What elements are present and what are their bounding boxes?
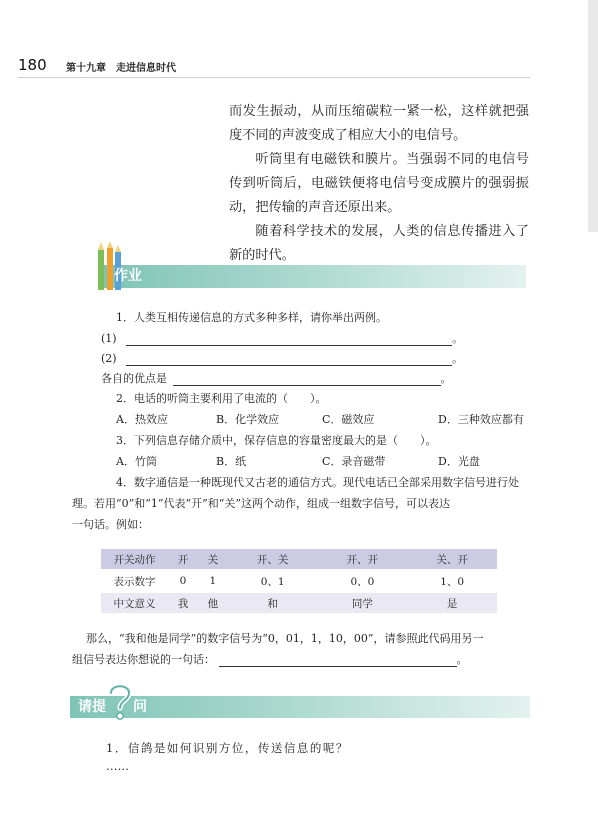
q3-option-d: D．光盘 bbox=[438, 455, 480, 468]
q1-advantage-label: 各自的优点是 bbox=[101, 372, 167, 385]
q2-option-a: A．热效应 bbox=[116, 413, 168, 426]
question-4-tail-2-row bbox=[72, 653, 468, 667]
question-2: 2．电话的听筒主要利用了电流的（ ）。 bbox=[116, 392, 327, 405]
question-4-line-2: 理。若用“0”和“1”代表“开”和“关”这两个动作，组成一组数字信号，可以表达 bbox=[72, 497, 450, 510]
q1-period-2: 。 bbox=[452, 352, 464, 365]
q1-label-1: (1) bbox=[101, 332, 117, 345]
q2-option-b: B．化学效应 bbox=[216, 413, 280, 426]
table-cell: 和 bbox=[228, 592, 318, 614]
q1-blank-2-row bbox=[101, 352, 463, 366]
q1-answer-blank-1[interactable] bbox=[126, 334, 452, 346]
table-cell: 关、开 bbox=[407, 549, 497, 570]
table-cell: 0、1 bbox=[228, 570, 318, 592]
q1-label-2: (2) bbox=[101, 352, 117, 365]
question-1: 1．人类互相传递信息的方式多种多样，请你举出两例。 bbox=[116, 311, 387, 324]
table-row bbox=[101, 592, 497, 614]
table-cell: 表示数字 bbox=[101, 570, 168, 592]
q3-option-c: C．录音磁带 bbox=[322, 455, 386, 468]
table-row bbox=[101, 570, 497, 592]
paragraph-2: 听筒里有电磁铁和膜片。当强弱不同的电信号传到听筒后，电磁铁便将电信号变成膜片的强弱振动，把传输的声音还原出来。 bbox=[229, 152, 529, 215]
chapter-title: 第十九章 走进信息时代 bbox=[66, 63, 176, 74]
question-4-line-1: 4．数字通信是一种既现代又古老的通信方式。现代电话已全部采用数字信号进行处 bbox=[116, 476, 519, 489]
q2-option-c: C．磁效应 bbox=[322, 413, 375, 426]
question-mark-icon bbox=[106, 680, 134, 722]
table-cell: 1、0 bbox=[407, 570, 497, 592]
table-cell: 开关动作 bbox=[101, 549, 168, 570]
q1-period-3: 。 bbox=[440, 372, 452, 385]
signal-code-table bbox=[101, 549, 497, 615]
table-cell: 开、关 bbox=[228, 549, 318, 570]
table-cell: 开 bbox=[168, 549, 198, 570]
q1-blank-1-row bbox=[101, 332, 463, 346]
q4-answer-blank[interactable] bbox=[219, 655, 457, 667]
table-cell: 1 bbox=[198, 570, 228, 592]
question-3: 3．下列信息存储介质中，保存信息的容量密度最大的是（ ）。 bbox=[116, 434, 437, 447]
page-number: 180 bbox=[18, 56, 47, 74]
paragraph-1: 而发生振动，从而压缩碳粒一紧一松，这样就把强度不同的声波变成了相应大小的电信号。 bbox=[229, 104, 529, 143]
table-cell: 我 bbox=[168, 592, 198, 614]
homework-title: 作业 bbox=[114, 268, 142, 284]
q3-option-b: B．纸 bbox=[216, 455, 247, 468]
q4-period: 。 bbox=[456, 653, 468, 666]
q1-period-1: 。 bbox=[452, 332, 464, 345]
table-row bbox=[101, 549, 497, 570]
table-cell: 他 bbox=[198, 592, 228, 614]
question-4-tail-1: 那么，“我和他是同学”的数字信号为“0，01，1，10，00”，请参照此代码用另一 bbox=[86, 632, 484, 645]
q1-advantage-row bbox=[101, 372, 452, 386]
page-edge-strip bbox=[588, 0, 598, 232]
table-cell: 中文意义 bbox=[101, 592, 168, 614]
paragraph-3: 随着科学技术的发展，人类的信息传播进入了新的时代。 bbox=[229, 224, 529, 263]
ask-title-right: 问 bbox=[133, 699, 147, 715]
q1-advantage-blank[interactable] bbox=[173, 374, 441, 386]
ask-question-1: 1．信鸽是如何识别方位，传送信息的呢？ bbox=[106, 741, 349, 755]
table-cell: 是 bbox=[407, 592, 497, 614]
q3-option-a: A．竹筒 bbox=[116, 455, 157, 468]
homework-banner bbox=[102, 265, 526, 288]
ask-title-left: 请提 bbox=[78, 699, 106, 715]
body-text bbox=[229, 100, 529, 268]
table-cell: 关 bbox=[198, 549, 228, 570]
table-cell: 同学 bbox=[318, 592, 408, 614]
question-4-line-3: 一句话。例如： bbox=[72, 518, 149, 531]
table-cell: 0、0 bbox=[318, 570, 408, 592]
question-4-tail-2: 组信号表达你想说的一句话： bbox=[72, 653, 215, 666]
table-cell: 开、开 bbox=[318, 549, 408, 570]
q1-answer-blank-2[interactable] bbox=[126, 354, 452, 366]
table-cell: 0 bbox=[168, 570, 198, 592]
header-rule bbox=[18, 77, 530, 78]
ask-ellipsis: …… bbox=[106, 759, 129, 773]
q2-option-d: D．三种效应都有 bbox=[438, 413, 524, 426]
